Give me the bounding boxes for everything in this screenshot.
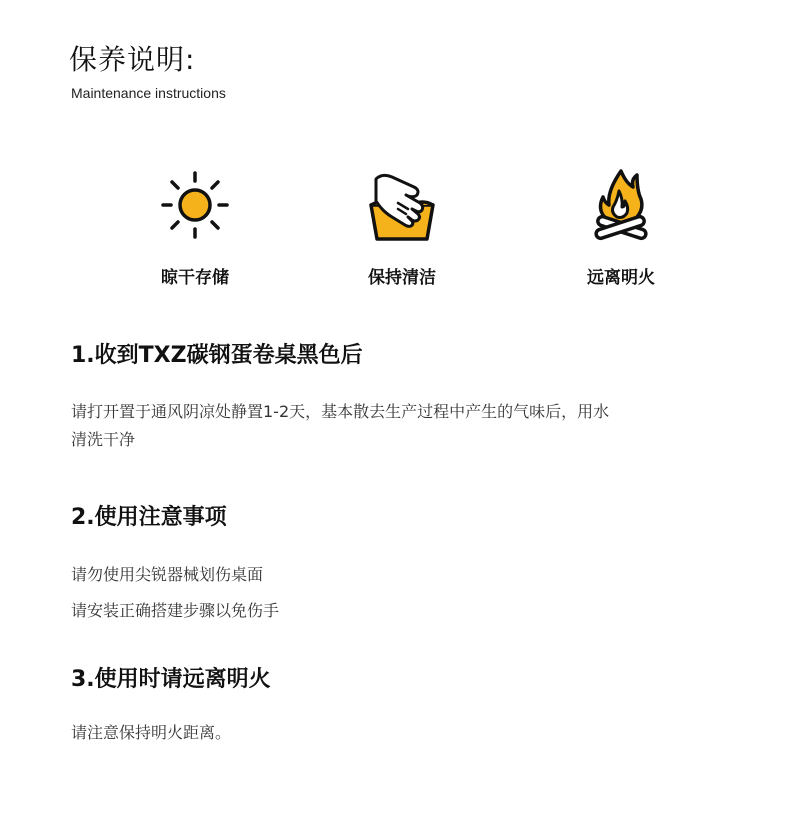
section-heading: 1.收到TXZ碳钢蛋卷桌黑色后: [71, 343, 363, 368]
section-1: [71, 343, 751, 454]
care-item-label: 远离明火: [587, 268, 655, 288]
care-icons-row: [0, 165, 790, 305]
section-text: 请安装正确搭建步骤以免伤手: [71, 601, 280, 621]
section-text: 请注意保持明火距离。: [71, 723, 232, 743]
section-text: 清洗干净: [71, 430, 136, 450]
section-text: 请勿使用尖锐器械划伤桌面: [71, 565, 264, 585]
care-item-label: 晾干存储: [161, 268, 229, 288]
hand-wash-icon: [362, 165, 442, 245]
sun-icon: [155, 165, 235, 245]
section-text: 请打开置于通风阴凉处静置1-2天，基本散去生产过程中产生的气味后，用水: [71, 402, 610, 422]
section-heading: 2.使用注意事项: [71, 505, 227, 530]
page-subtitle: Maintenance instructions: [71, 85, 226, 101]
section-2: [71, 505, 751, 629]
section-heading: 3.使用时请远离明火: [71, 667, 271, 692]
care-item-clean: [322, 165, 482, 288]
fire-icon: [581, 165, 661, 245]
section-3: [71, 667, 751, 747]
care-item-dry: [115, 165, 275, 288]
page-title: 保养说明:: [69, 43, 196, 76]
care-item-label: 保持清洁: [368, 268, 436, 288]
care-item-fire: [541, 165, 701, 288]
